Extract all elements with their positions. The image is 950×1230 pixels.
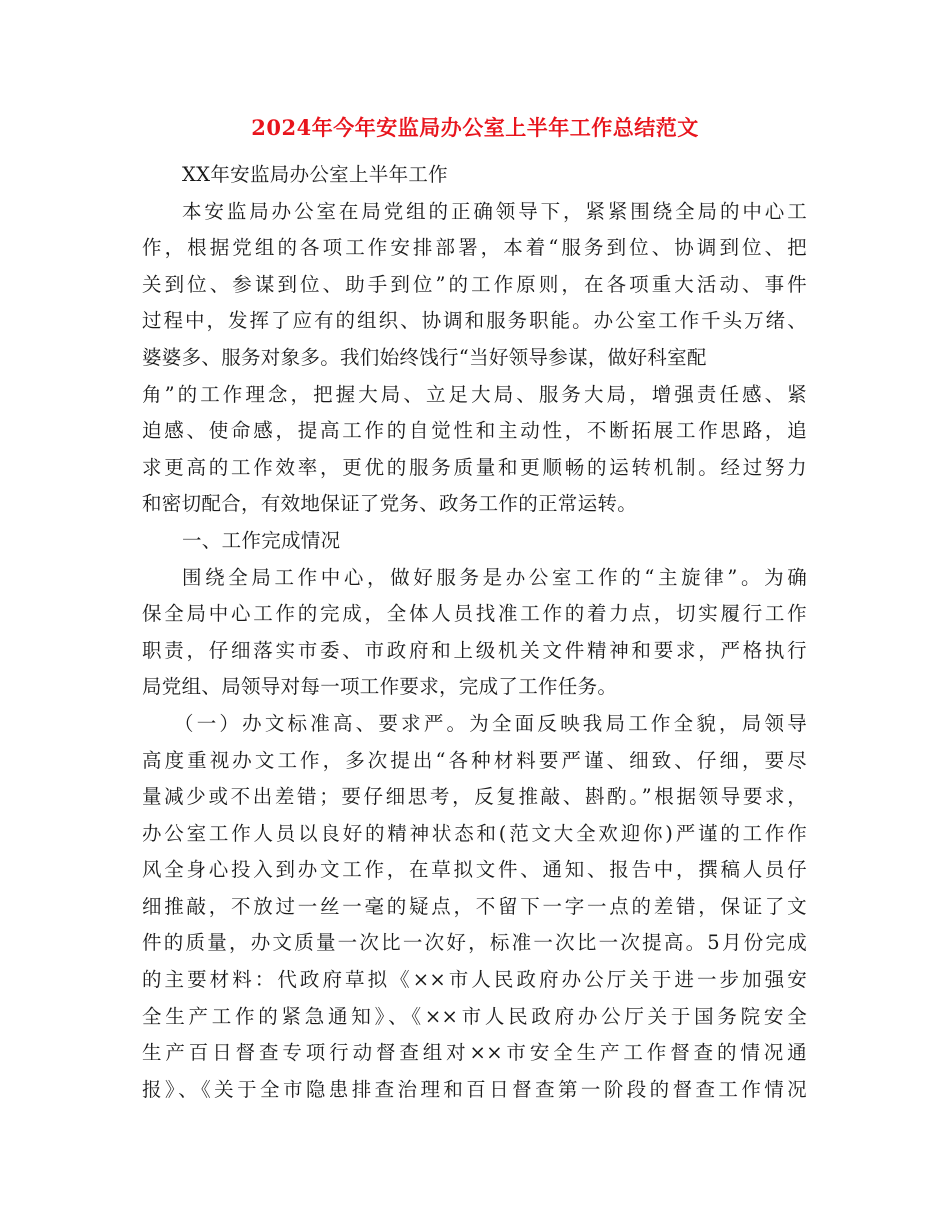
body-line: 求更高的工作效率，更优的服务质量和更顺畅的运转机制。经过努力 bbox=[142, 455, 807, 479]
document-title: 2024年今年安监局办公室上半年工作总结范文 bbox=[251, 115, 699, 140]
body-line: 高度重视办文工作，多次提出“各种材料要严谨、细致、仔细，要尽 bbox=[142, 748, 807, 772]
body-line: 件的质量，办文质量一次比一次好，标准一次比一次提高。5月份完成 bbox=[142, 931, 807, 955]
body-line: 作，根据党组的各项工作安排部署，本着“服务到位、协调到位、把 bbox=[142, 236, 807, 260]
body-line: 围绕全局工作中心，做好服务是办公室工作的“主旋律”。为确 bbox=[182, 565, 807, 589]
body-line: 的主要材料：代政府草拟《××市人民政府办公厅关于进一步加强安 bbox=[142, 968, 807, 992]
body-line: 全生产工作的紧急通知》、《××市人民政府办公厅关于国务院安全 bbox=[142, 1004, 807, 1028]
body-line: XX年安监局办公室上半年工作 bbox=[182, 163, 448, 186]
body-line: 办公室工作人员以良好的精神状态和(范文大全欢迎你)严谨的工作作 bbox=[142, 821, 807, 845]
body-line: 关到位、参谋到位、助手到位”的工作原则，在各项重大活动、事件 bbox=[142, 272, 807, 296]
body-line: 生产百日督查专项行动督查组对××市安全生产工作督查的情况通 bbox=[142, 1041, 807, 1065]
body-line: 报》、《关于全市隐患排查治理和百日督查第一阶段的督查工作情况 bbox=[142, 1077, 807, 1101]
body-line: 保全局中心工作的完成，全体人员找准工作的着力点，切实履行工作 bbox=[142, 602, 807, 626]
body-line: 细推敲，不放过一丝一毫的疑点，不留下一字一点的差错，保证了文 bbox=[142, 894, 807, 918]
body-line: 量减少或不出差错；要仔细思考，反复推敲、斟酌。”根据领导要求， bbox=[142, 785, 807, 809]
body-line: 一、工作完成情况 bbox=[182, 528, 341, 552]
body-line: 和密切配合，有效地保证了党务、政务工作的正常运转。 bbox=[142, 492, 638, 516]
body-line: 迫感、使命感，提高工作的自觉性和主动性，不断拓展工作思路，追 bbox=[142, 419, 807, 443]
document-body bbox=[142, 157, 807, 1108]
body-line: 职责，仔细落实市委、市政府和上级机关文件精神和要求，严格执行 bbox=[142, 638, 807, 662]
body-line: 婆婆多、服务对象多。我们始终饯行“当好领导参谋，做好科室配 bbox=[142, 345, 707, 369]
body-line: （一）办文标准高、要求严。为全面反映我局工作全貌，局领导 bbox=[174, 711, 807, 735]
body-line: 局党组、局领导对每一项工作要求，完成了工作任务。 bbox=[142, 675, 618, 699]
body-line: 风全身心投入到办文工作，在草拟文件、通知、报告中，撰稿人员仔 bbox=[142, 858, 807, 882]
body-line: 过程中，发挥了应有的组织、协调和服务职能。办公室工作千头万绪、 bbox=[142, 309, 807, 333]
body-line: 角”的工作理念，把握大局、立足大局、服务大局，增强责任感、紧 bbox=[142, 382, 807, 406]
body-line: 本安监局办公室在局党组的正确领导下，紧紧围绕全局的中心工 bbox=[182, 199, 807, 223]
